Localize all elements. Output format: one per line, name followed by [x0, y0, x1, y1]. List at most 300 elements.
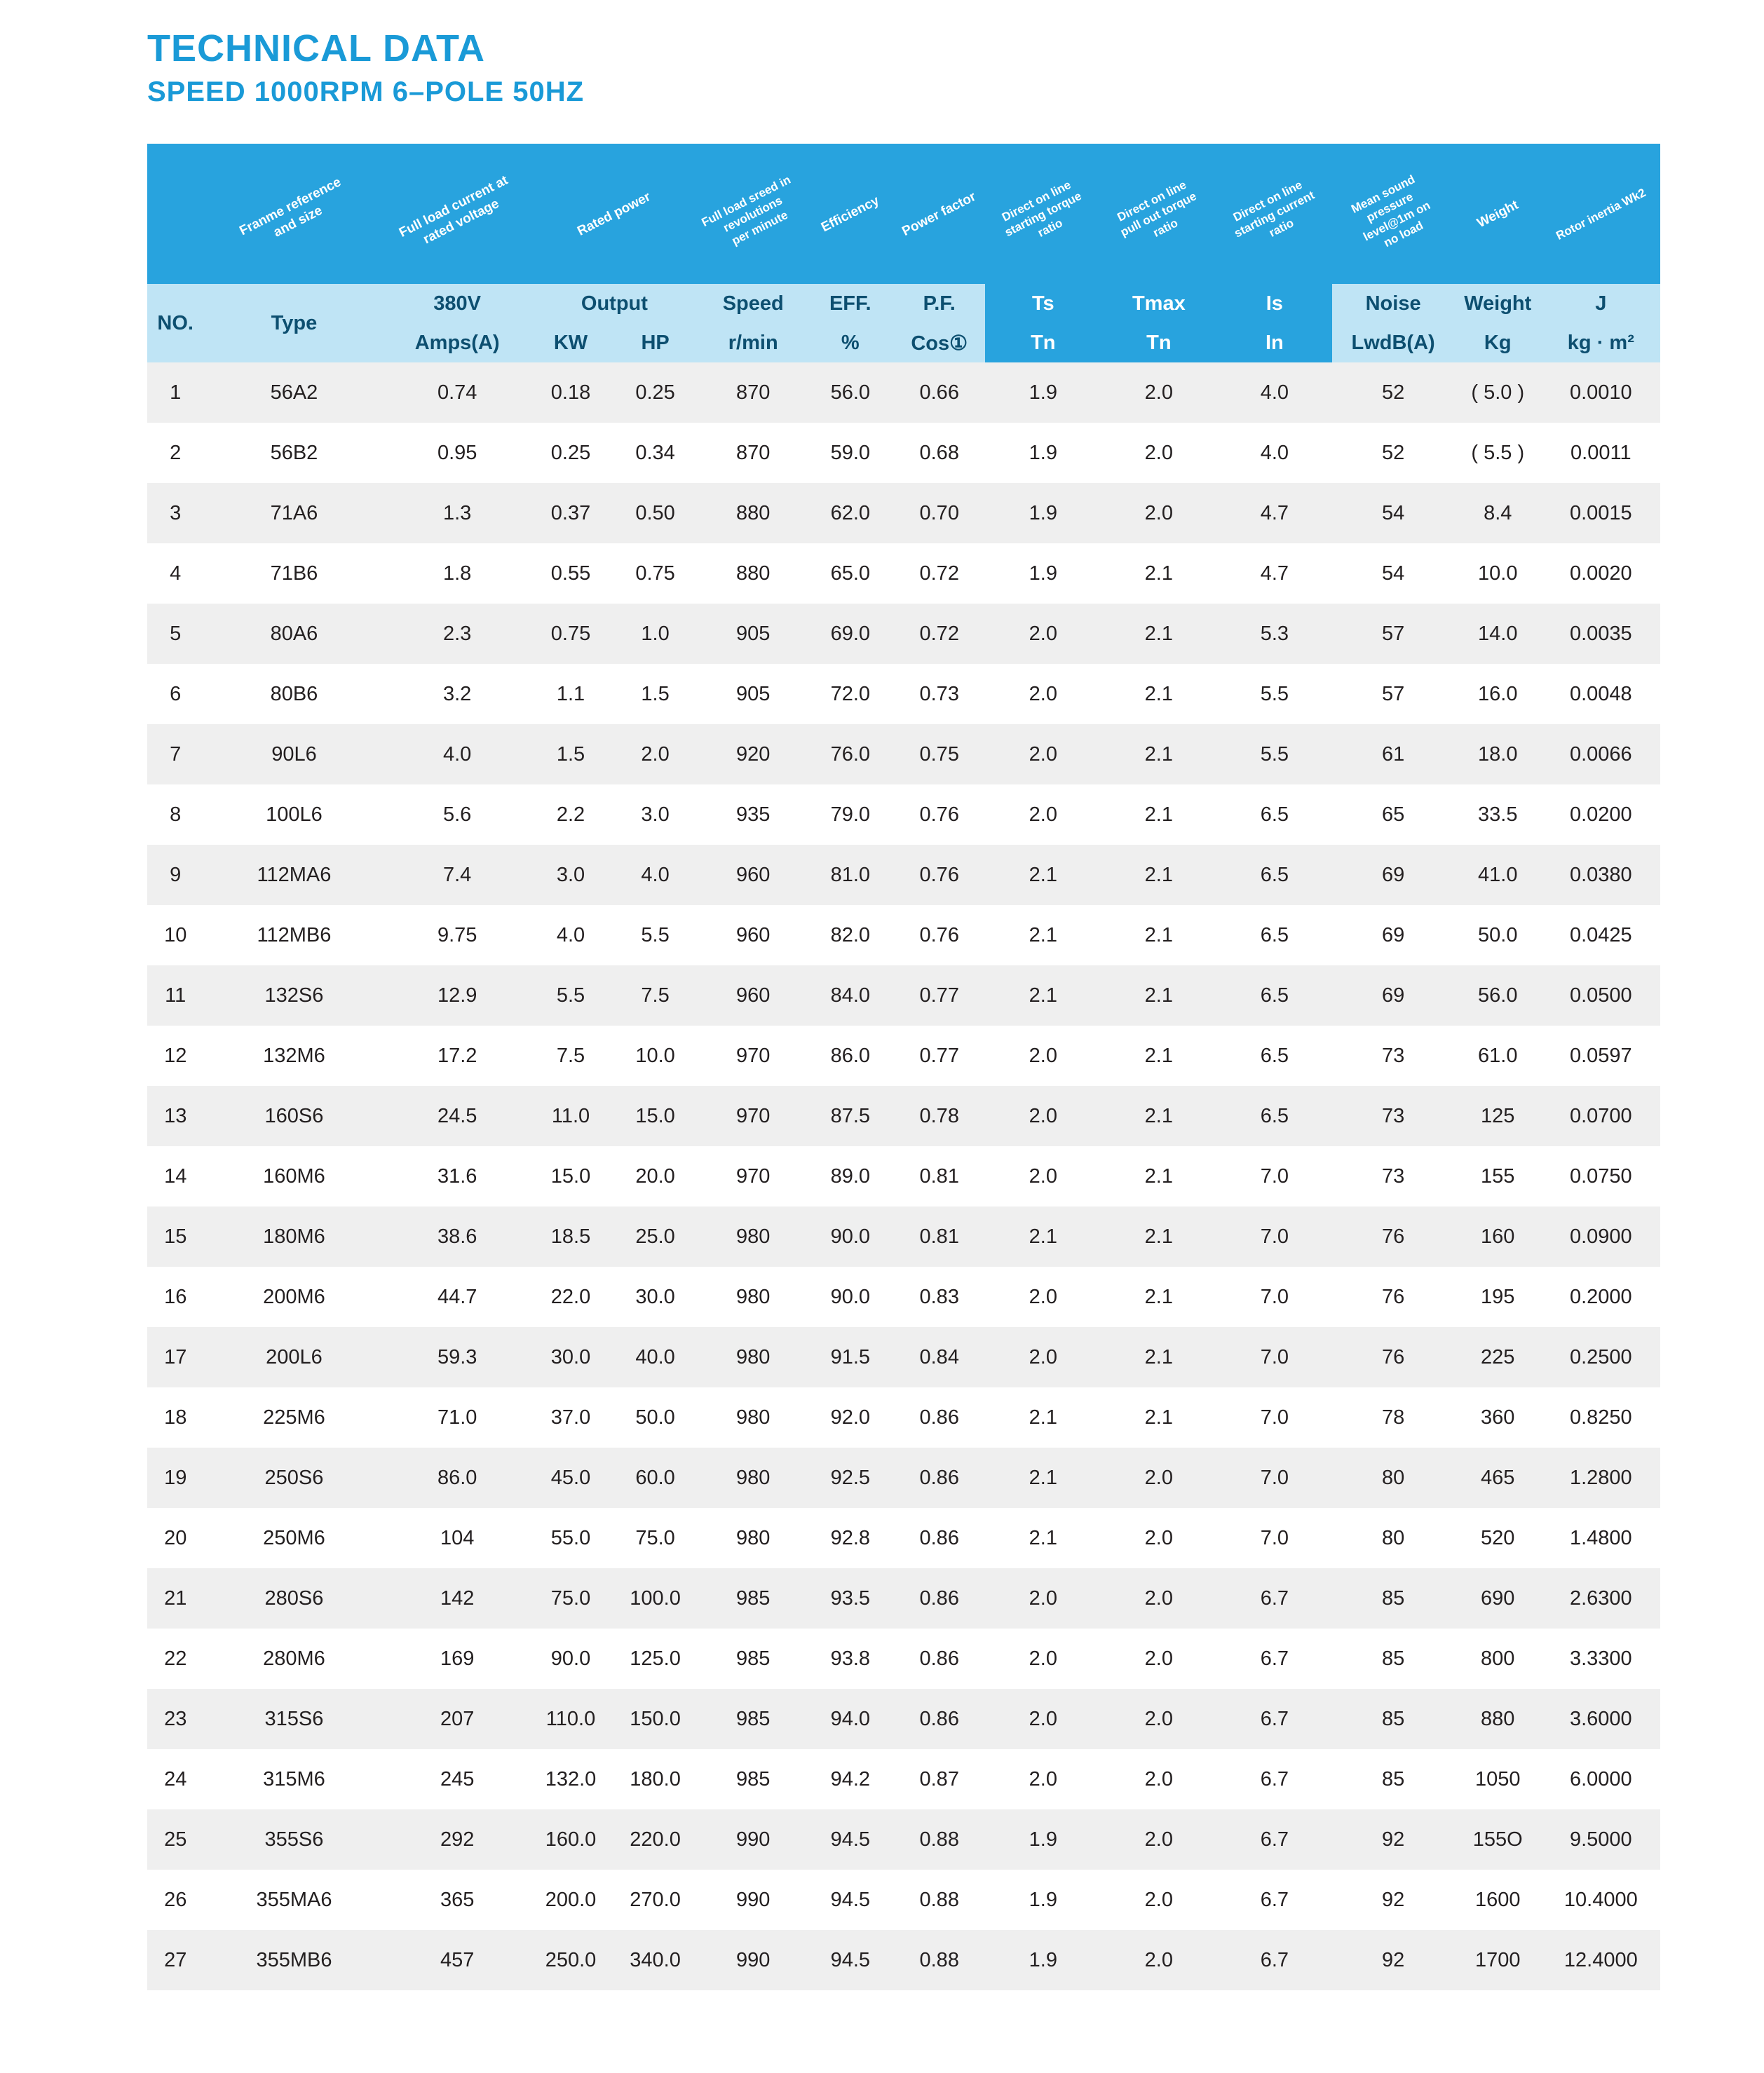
- table-cell: 0.75: [611, 543, 699, 604]
- table-cell: 2.1: [1101, 965, 1216, 1026]
- table-cell: 18.5: [530, 1207, 611, 1267]
- table-cell: 2.0: [1101, 483, 1216, 543]
- table-cell: 2.0: [985, 664, 1101, 724]
- table-cell: 2.0: [1101, 1448, 1216, 1508]
- table-cell: 980: [699, 1327, 807, 1387]
- table-cell: 7.0: [1216, 1448, 1332, 1508]
- table-cell: 125.0: [611, 1629, 699, 1689]
- table-cell: 10.4000: [1542, 1870, 1660, 1930]
- table-cell: 125: [1454, 1086, 1542, 1146]
- table-cell: 100L6: [203, 784, 384, 845]
- table-cell: 2.1: [1101, 664, 1216, 724]
- table-cell: 0.88: [893, 1930, 985, 1990]
- table-cell: 75.0: [530, 1568, 611, 1629]
- table-cell: 7: [147, 724, 203, 784]
- table-cell: 12.4000: [1542, 1930, 1660, 1990]
- table-cell: 457: [385, 1930, 530, 1990]
- col-unit-kgm2: kg · m²: [1542, 323, 1660, 362]
- table-cell: 2.0: [611, 724, 699, 784]
- page-title-block: [147, 28, 1659, 107]
- table-cell: 55.0: [530, 1508, 611, 1568]
- table-cell: 44.7: [385, 1267, 530, 1327]
- table-cell: 17.2: [385, 1026, 530, 1086]
- table-cell: 0.0380: [1542, 845, 1660, 905]
- table-row: [147, 1146, 1660, 1207]
- table-row: [147, 543, 1660, 604]
- table-cell: 880: [1454, 1689, 1542, 1749]
- table-cell: 6.5: [1216, 1086, 1332, 1146]
- table-cell: 160M6: [203, 1146, 384, 1207]
- table-cell: 0.0015: [1542, 483, 1660, 543]
- table-cell: 2.0: [985, 1146, 1101, 1207]
- table-cell: 8.4: [1454, 483, 1542, 543]
- table-cell: 0.66: [893, 362, 985, 423]
- table-cell: 73: [1332, 1026, 1453, 1086]
- table-cell: 0.0597: [1542, 1026, 1660, 1086]
- table-cell: 94.5: [807, 1809, 893, 1870]
- table-cell: 6.5: [1216, 905, 1332, 965]
- rot-header-label-6: Power factor: [900, 189, 979, 239]
- table-cell: 195: [1454, 1267, 1542, 1327]
- table-cell: 1.9: [985, 423, 1101, 483]
- col-header-voltage: 380V: [385, 284, 530, 323]
- table-cell: 15.0: [611, 1086, 699, 1146]
- table-cell: 2.1: [1101, 1026, 1216, 1086]
- table-cell: 33.5: [1454, 784, 1542, 845]
- table-cell: 0.68: [893, 423, 985, 483]
- table-cell: 76.0: [807, 724, 893, 784]
- page-title: TECHNICAL DATA: [147, 27, 485, 69]
- col-unit-lwdba: LwdB(A): [1332, 323, 1453, 362]
- table-cell: 0.86: [893, 1508, 985, 1568]
- table-cell: 72.0: [807, 664, 893, 724]
- table-cell: 85: [1332, 1689, 1453, 1749]
- table-cell: 2.0: [985, 1629, 1101, 1689]
- table-cell: 3.0: [530, 845, 611, 905]
- table-cell: 94.2: [807, 1749, 893, 1809]
- table-cell: 132.0: [530, 1749, 611, 1809]
- table-cell: 0.0750: [1542, 1146, 1660, 1207]
- table-cell: 200M6: [203, 1267, 384, 1327]
- table-cell: 0.72: [893, 604, 985, 664]
- table-cell: 5.5: [1216, 664, 1332, 724]
- table-cell: 94.5: [807, 1930, 893, 1990]
- rot-header-cell-starting-current-ratio: [1216, 144, 1332, 284]
- table-cell: 19: [147, 1448, 203, 1508]
- table-cell: 6.7: [1216, 1749, 1332, 1809]
- rot-header-cell-full-load-current: [385, 144, 530, 284]
- table-cell: 37.0: [530, 1387, 611, 1448]
- table-cell: 6.5: [1216, 965, 1332, 1026]
- table-cell: 85: [1332, 1568, 1453, 1629]
- table-cell: 54: [1332, 543, 1453, 604]
- table-cell: 69: [1332, 965, 1453, 1026]
- table-cell: 142: [385, 1568, 530, 1629]
- table-cell: 7.0: [1216, 1207, 1332, 1267]
- table-cell: 10.0: [611, 1026, 699, 1086]
- table-cell: 7.0: [1216, 1146, 1332, 1207]
- table-cell: 4.0: [530, 905, 611, 965]
- table-cell: 71A6: [203, 483, 384, 543]
- table-cell: 160: [1454, 1207, 1542, 1267]
- table-cell: 50.0: [1454, 905, 1542, 965]
- table-row: [147, 1870, 1660, 1930]
- table-cell: 30.0: [611, 1267, 699, 1327]
- table-cell: 7.0: [1216, 1387, 1332, 1448]
- table-cell: 2.1: [985, 905, 1101, 965]
- table-row: [147, 483, 1660, 543]
- table-cell: 0.0500: [1542, 965, 1660, 1026]
- table-cell: 0.86: [893, 1387, 985, 1448]
- table-cell: 57: [1332, 604, 1453, 664]
- col-unit-rmin: r/min: [699, 323, 807, 362]
- table-cell: 9: [147, 845, 203, 905]
- table-cell: 980: [699, 1387, 807, 1448]
- table-cell: 2.0: [1101, 423, 1216, 483]
- table-cell: 355MA6: [203, 1870, 384, 1930]
- table-cell: 65.0: [807, 543, 893, 604]
- table-cell: 0.34: [611, 423, 699, 483]
- table-cell: 56B2: [203, 423, 384, 483]
- table-cell: 22.0: [530, 1267, 611, 1327]
- table-cell: 0.37: [530, 483, 611, 543]
- table-cell: 315S6: [203, 1689, 384, 1749]
- table-cell: 0.55: [530, 543, 611, 604]
- col-header-no: NO.: [147, 284, 203, 362]
- table-cell: 0.77: [893, 965, 985, 1026]
- table-cell: 84.0: [807, 965, 893, 1026]
- table-cell: 0.81: [893, 1146, 985, 1207]
- table-cell: 38.6: [385, 1207, 530, 1267]
- table-cell: 1.5: [611, 664, 699, 724]
- table-cell: 0.0200: [1542, 784, 1660, 845]
- table-cell: 250S6: [203, 1448, 384, 1508]
- table-cell: 0.86: [893, 1689, 985, 1749]
- table-cell: 905: [699, 604, 807, 664]
- rotated-header-row: [147, 144, 1660, 284]
- table-cell: 0.84: [893, 1327, 985, 1387]
- table-cell: 870: [699, 423, 807, 483]
- rot-header-cell-weight: [1454, 144, 1542, 284]
- table-cell: 2.2: [530, 784, 611, 845]
- table-cell: 1.8: [385, 543, 530, 604]
- table-cell: 50.0: [611, 1387, 699, 1448]
- table-cell: 2.0: [985, 1749, 1101, 1809]
- col-unit-tn-1: Tn: [985, 323, 1101, 362]
- table-cell: 0.0066: [1542, 724, 1660, 784]
- table-cell: 292: [385, 1809, 530, 1870]
- table-cell: 6.7: [1216, 1689, 1332, 1749]
- table-cell: 2.0: [1101, 1629, 1216, 1689]
- table-cell: 2.1: [1101, 604, 1216, 664]
- table-row: [147, 965, 1660, 1026]
- table-cell: 59.0: [807, 423, 893, 483]
- table-cell: 2.1: [1101, 1387, 1216, 1448]
- table-cell: 6.7: [1216, 1930, 1332, 1990]
- table-cell: 207: [385, 1689, 530, 1749]
- table-cell: 4.7: [1216, 543, 1332, 604]
- table-row: [147, 664, 1660, 724]
- table-cell: 2.1: [1101, 724, 1216, 784]
- table-cell: 2.0: [1101, 1870, 1216, 1930]
- table-cell: 985: [699, 1689, 807, 1749]
- table-cell: 14.0: [1454, 604, 1542, 664]
- table-cell: 970: [699, 1026, 807, 1086]
- rot-header-label-9: Direct on line starting current ratio: [1230, 177, 1317, 240]
- table-cell: 132M6: [203, 1026, 384, 1086]
- table-cell: 2.0: [985, 1267, 1101, 1327]
- table-cell: 86.0: [385, 1448, 530, 1508]
- col-unit-hp: HP: [611, 323, 699, 362]
- table-row: [147, 1086, 1660, 1146]
- table-cell: 2.0: [1101, 362, 1216, 423]
- table-cell: 2.0: [985, 1327, 1101, 1387]
- table-cell: 225: [1454, 1327, 1542, 1387]
- table-cell: 78: [1332, 1387, 1453, 1448]
- table-cell: 0.18: [530, 362, 611, 423]
- table-cell: 2.1: [985, 1448, 1101, 1508]
- table-cell: 76: [1332, 1327, 1453, 1387]
- table-cell: 0.2000: [1542, 1267, 1660, 1327]
- table-cell: 80B6: [203, 664, 384, 724]
- table-cell: 91.5: [807, 1327, 893, 1387]
- table-cell: 0.86: [893, 1568, 985, 1629]
- table-cell: 985: [699, 1568, 807, 1629]
- table-cell: 280M6: [203, 1629, 384, 1689]
- table-cell: 4.7: [1216, 483, 1332, 543]
- table-cell: 23: [147, 1689, 203, 1749]
- table-cell: 985: [699, 1629, 807, 1689]
- table-cell: 92: [1332, 1870, 1453, 1930]
- table-cell: 92.5: [807, 1448, 893, 1508]
- table-cell: 2.1: [1101, 1086, 1216, 1146]
- table-cell: 62.0: [807, 483, 893, 543]
- table-cell: ( 5.0 ): [1454, 362, 1542, 423]
- table-cell: 16.0: [1454, 664, 1542, 724]
- table-cell: 2.1: [985, 965, 1101, 1026]
- rot-header-label-5: Efficiency: [818, 193, 882, 235]
- table-cell: 69: [1332, 845, 1453, 905]
- table-cell: 1.4800: [1542, 1508, 1660, 1568]
- table-cell: 6.7: [1216, 1629, 1332, 1689]
- table-cell: 31.6: [385, 1146, 530, 1207]
- table-cell: 225M6: [203, 1387, 384, 1448]
- table-cell: 56.0: [1454, 965, 1542, 1026]
- table-cell: 880: [699, 483, 807, 543]
- table-cell: 6.7: [1216, 1870, 1332, 1930]
- rot-header-label-11: Weight: [1474, 197, 1521, 231]
- table-cell: 4.0: [611, 845, 699, 905]
- table-cell: 4.0: [1216, 423, 1332, 483]
- table-cell: 10.0: [1454, 543, 1542, 604]
- table-cell: 870: [699, 362, 807, 423]
- table-cell: 132S6: [203, 965, 384, 1026]
- rot-header-label-2: Full load current at rated voltage: [396, 172, 510, 247]
- table-cell: 73: [1332, 1086, 1453, 1146]
- table-cell: 100.0: [611, 1568, 699, 1629]
- table-cell: 2.1: [1101, 1267, 1216, 1327]
- table-cell: 2.1: [1101, 905, 1216, 965]
- table-cell: 365: [385, 1870, 530, 1930]
- table-cell: 82.0: [807, 905, 893, 965]
- rot-header-cell-efficiency: [807, 144, 893, 284]
- table-row: [147, 604, 1660, 664]
- table-cell: 59.3: [385, 1327, 530, 1387]
- table-cell: 520: [1454, 1508, 1542, 1568]
- table-row: [147, 1387, 1660, 1448]
- table-cell: 26: [147, 1870, 203, 1930]
- table-cell: 0.95: [385, 423, 530, 483]
- table-cell: 12: [147, 1026, 203, 1086]
- table-cell: 0.75: [893, 724, 985, 784]
- table-cell: 2.1: [985, 1508, 1101, 1568]
- table-cell: 5.5: [611, 905, 699, 965]
- table-cell: 2.1: [1101, 1327, 1216, 1387]
- table-cell: 2.0: [1101, 1689, 1216, 1749]
- table-cell: 0.87: [893, 1749, 985, 1809]
- table-cell: 1.1: [530, 664, 611, 724]
- table-cell: 94.5: [807, 1870, 893, 1930]
- table-cell: 85: [1332, 1749, 1453, 1809]
- table-cell: 1.9: [985, 1930, 1101, 1990]
- table-cell: 112MB6: [203, 905, 384, 965]
- table-cell: 87.5: [807, 1086, 893, 1146]
- table-cell: 1600: [1454, 1870, 1542, 1930]
- rot-header-cell-sound-pressure: [1332, 144, 1453, 284]
- rot-header-cell-full-load-speed: [699, 144, 807, 284]
- table-cell: 81.0: [807, 845, 893, 905]
- table-cell: 6.7: [1216, 1568, 1332, 1629]
- table-cell: 10: [147, 905, 203, 965]
- table-cell: 71.0: [385, 1387, 530, 1448]
- table-cell: 990: [699, 1930, 807, 1990]
- table-cell: 0.86: [893, 1448, 985, 1508]
- table-cell: 355S6: [203, 1809, 384, 1870]
- table-cell: 90L6: [203, 724, 384, 784]
- table-cell: 980: [699, 1508, 807, 1568]
- table-cell: 61: [1332, 724, 1453, 784]
- table-cell: 0.78: [893, 1086, 985, 1146]
- table-cell: 920: [699, 724, 807, 784]
- table-cell: 12.9: [385, 965, 530, 1026]
- page-subtitle: SPEED 1000RPM 6–POLE 50HZ: [147, 76, 585, 108]
- table-cell: 3.0: [611, 784, 699, 845]
- table-cell: 1.9: [985, 362, 1101, 423]
- table-cell: 3: [147, 483, 203, 543]
- table-cell: 90.0: [807, 1207, 893, 1267]
- table-cell: 27: [147, 1930, 203, 1990]
- rot-header-cell-rotor-inertia: [1542, 144, 1660, 284]
- table-cell: 2.0: [985, 1568, 1101, 1629]
- table-cell: 110.0: [530, 1689, 611, 1749]
- table-cell: 5.5: [1216, 724, 1332, 784]
- table-cell: 200.0: [530, 1870, 611, 1930]
- table-cell: 7.0: [1216, 1327, 1332, 1387]
- table-cell: 935: [699, 784, 807, 845]
- table-cell: 0.0700: [1542, 1086, 1660, 1146]
- table-cell: 69.0: [807, 604, 893, 664]
- table-cell: 61.0: [1454, 1026, 1542, 1086]
- table-cell: 85: [1332, 1629, 1453, 1689]
- col-header-j: J: [1542, 284, 1660, 323]
- table-cell: 76: [1332, 1207, 1453, 1267]
- table-cell: 180.0: [611, 1749, 699, 1809]
- table-cell: 24.5: [385, 1086, 530, 1146]
- table-cell: 5.5: [530, 965, 611, 1026]
- table-cell: 0.0048: [1542, 664, 1660, 724]
- table-cell: 2.1: [1101, 845, 1216, 905]
- table-cell: 0.77: [893, 1026, 985, 1086]
- table-row: [147, 1930, 1660, 1990]
- table-cell: 18.0: [1454, 724, 1542, 784]
- table-cell: 21: [147, 1568, 203, 1629]
- table-cell: 1700: [1454, 1930, 1542, 1990]
- table-row: [147, 1809, 1660, 1870]
- table-cell: 180M6: [203, 1207, 384, 1267]
- table-cell: 245: [385, 1749, 530, 1809]
- table-cell: 250.0: [530, 1930, 611, 1990]
- table-cell: 2: [147, 423, 203, 483]
- table-row: [147, 784, 1660, 845]
- table-cell: 150.0: [611, 1689, 699, 1749]
- table-cell: 2.0: [985, 1689, 1101, 1749]
- table-cell: 80: [1332, 1448, 1453, 1508]
- table-cell: 2.0: [985, 784, 1101, 845]
- table-cell: 93.8: [807, 1629, 893, 1689]
- table-cell: 2.0: [1101, 1749, 1216, 1809]
- table-cell: 3.2: [385, 664, 530, 724]
- table-cell: 0.88: [893, 1809, 985, 1870]
- table-row: [147, 1026, 1660, 1086]
- table-cell: 56A2: [203, 362, 384, 423]
- table-row: [147, 1207, 1660, 1267]
- table-cell: 880: [699, 543, 807, 604]
- table-cell: 2.1: [985, 1387, 1101, 1448]
- col-header-eff: EFF.: [807, 284, 893, 323]
- table-cell: 76: [1332, 1267, 1453, 1327]
- table-row: [147, 1568, 1660, 1629]
- table-cell: 15.0: [530, 1146, 611, 1207]
- table-cell: 0.0020: [1542, 543, 1660, 604]
- table-cell: ( 5.5 ): [1454, 423, 1542, 483]
- table-cell: 0.72: [893, 543, 985, 604]
- table-cell: 0.76: [893, 784, 985, 845]
- table-cell: 340.0: [611, 1930, 699, 1990]
- table-cell: 7.4: [385, 845, 530, 905]
- table-cell: 155: [1454, 1146, 1542, 1207]
- table-cell: 73: [1332, 1146, 1453, 1207]
- table-cell: 2.0: [985, 604, 1101, 664]
- col-header-output: Output: [530, 284, 699, 323]
- table-cell: 990: [699, 1870, 807, 1930]
- table-cell: 90.0: [530, 1629, 611, 1689]
- sub-header-row-1: [147, 284, 1660, 323]
- table-row: [147, 1749, 1660, 1809]
- table-cell: 6.0000: [1542, 1749, 1660, 1809]
- rot-header-cell-starting-torque-ratio: [985, 144, 1101, 284]
- rot-header-label-1: Franme reference and size: [237, 174, 344, 240]
- table-cell: 80: [1332, 1508, 1453, 1568]
- rot-header-cell-rated-power: [530, 144, 699, 284]
- rot-header-cell-blank: [147, 144, 203, 284]
- table-cell: 5: [147, 604, 203, 664]
- table-cell: 54: [1332, 483, 1453, 543]
- table-cell: 280S6: [203, 1568, 384, 1629]
- table-cell: 1.9: [985, 1870, 1101, 1930]
- table-cell: 0.8250: [1542, 1387, 1660, 1448]
- table-cell: 985: [699, 1749, 807, 1809]
- rot-header-cell-power-factor: [893, 144, 985, 284]
